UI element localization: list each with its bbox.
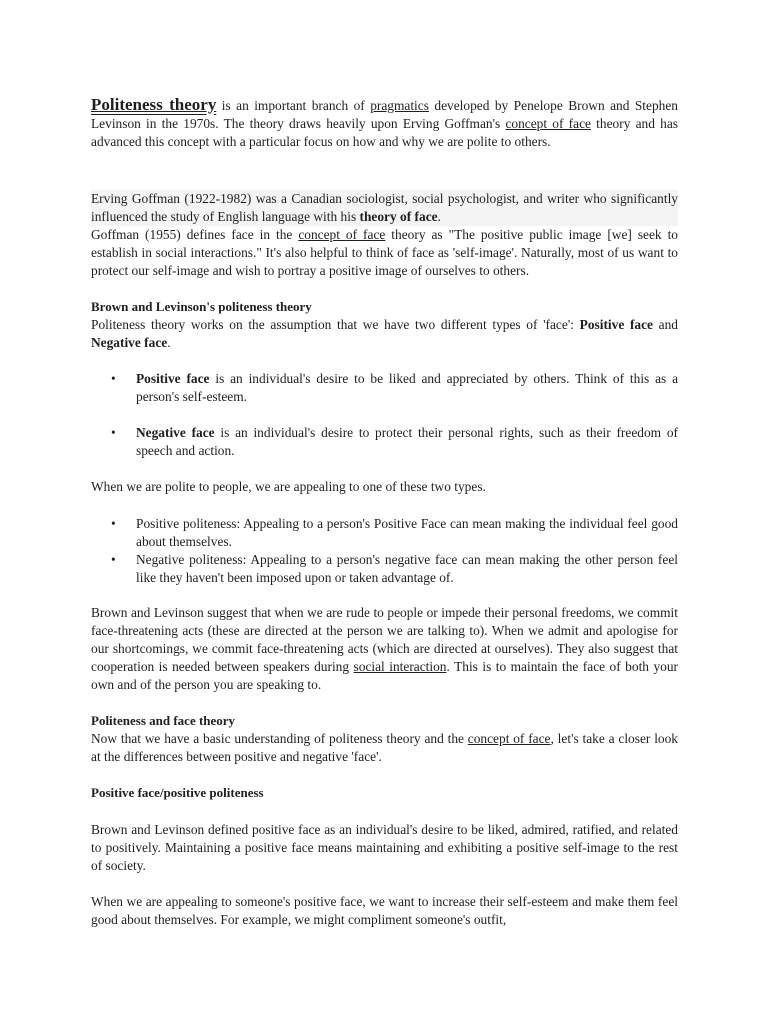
positive-face-p1: Brown and Levinson defined positive face as an individual's desire to be liked, admired, ratified, and related to positively. Maintaining a positive face means maintaining and exhibiting a positive self-image to the rest of society. [91, 822, 678, 873]
section-heading: Positive face/positive politeness [91, 785, 264, 800]
politeness-bullets [91, 515, 678, 587]
link-concept-of-face[interactable]: concept of face [505, 116, 591, 131]
link-concept-of-face-3[interactable]: concept of face [467, 731, 551, 746]
fta-paragraph: Brown and Levinson suggest that when we are rude to people or impede their personal freedoms, we commit face-threatening acts (these are directed at the person we are talking to). When we admit and apologise for our shortcomings, we commit face-threatening acts (which are directed at ourselves). They also suggest that cooperation is needed between speakers during social interaction. This is to maintain the face of both your own and of the person you are speaking to. [91, 605, 678, 692]
section-heading: Politeness and face theory [91, 713, 236, 728]
bullet-icon: • [111, 371, 116, 386]
link-social-interaction[interactable]: social interaction [353, 659, 447, 674]
goffman-section: Erving Goffman (1922-1982) was a Canadian sociologist, social psychologist, and writer who significantly influenced the study of English language with his theory of face. Goffman (1955) defines face in the concept of face theory as "The positive public image [we] seek to establish in social interactions." It's also helpful to think of face as 'self-image'. Naturally, most of us want to protect our self-image and wish to portray a positive image of ourselves to others. [91, 191, 679, 278]
link-concept-of-face-2[interactable]: concept of face [298, 227, 386, 242]
section-heading: Brown and Levinson's politeness theory [91, 299, 312, 314]
bullet-icon: • [111, 425, 116, 440]
face-bullets-2 [91, 424, 678, 460]
positive-face-heading-block [91, 784, 678, 802]
list-item: • Negative politeness: Appealing to a person's negative face can mean making the other person feel like they haven't been imposed upon or taken advantage of. [111, 552, 678, 585]
link-pragmatics[interactable]: pragmatics [370, 98, 429, 113]
list-item: • Positive politeness: Appealing to a person's Positive Face can mean making the individual feel good about themselves. [111, 516, 678, 549]
politeness-face-section: Politeness and face theory Now that we have a basic understanding of politeness theory and the concept of face, let's take a closer look at the differences between positive and negative 'face'. [91, 713, 678, 764]
face-bullets [91, 370, 678, 406]
appealing-paragraph: When we are polite to people, we are appealing to one of these two types. [91, 479, 486, 494]
bullet-icon: • [111, 552, 116, 567]
list-item: • Positive face is an individual's desire to be liked and appreciated by others. Think of this as a person's self-esteem. [111, 371, 679, 404]
list-item: • Negative face is an individual's desire to protect their personal rights, such as their freedom of speech and action. [111, 425, 678, 458]
positive-face-p2: When we are appealing to someone's positive face, we want to increase their self-esteem and make them feel good about themselves. For example, we might compliment someone's outfit, [91, 894, 678, 927]
bullet-icon: • [111, 516, 116, 531]
intro-paragraph: Politeness theory is an important branch of pragmatics developed by Penelope Brown and Stephen Levinson in the 1970s. The theory draws heavily upon Erving Goffman's concept of face theory and has advanced this concept with a particular focus on how and why we are polite to others. [91, 95, 679, 149]
brown-levinson-section: Brown and Levinson's politeness theory Politeness theory works on the assumption that we have two different types of 'face': Positive face and Negative face. [91, 299, 678, 350]
document-title: Politeness theory [91, 95, 217, 114]
